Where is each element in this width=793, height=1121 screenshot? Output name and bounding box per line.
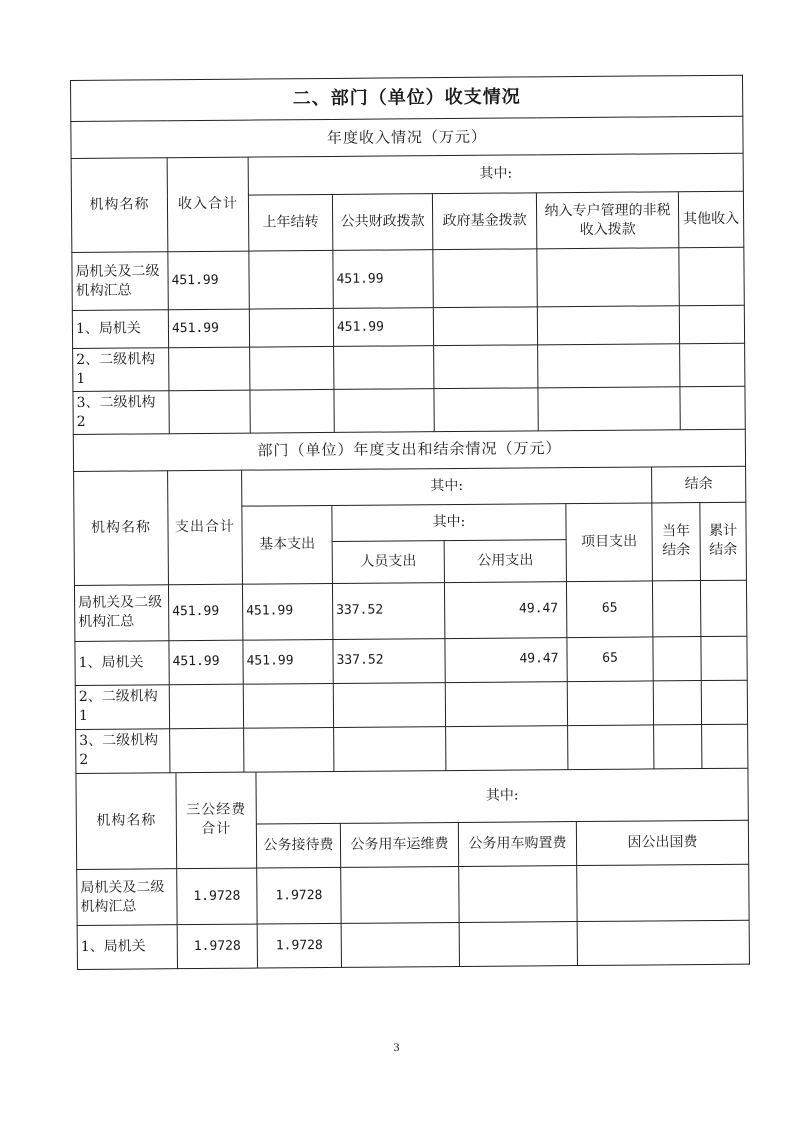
row-name: 1、局机关	[77, 925, 177, 970]
row-basic: 451.99	[242, 583, 332, 640]
cell	[250, 389, 334, 432]
cell	[537, 306, 679, 345]
row-name: 3、二级机构 2	[76, 728, 170, 773]
cell: 451.99	[333, 250, 433, 309]
row-name: 2、二级机构 1	[75, 684, 169, 729]
cell	[334, 346, 434, 390]
cell	[538, 344, 680, 388]
cell	[243, 683, 333, 728]
income-col-public-finance: 公共财政拨款	[332, 194, 432, 251]
expense-col-year-balance: 当年结余	[652, 502, 701, 580]
table-row	[72, 247, 744, 310]
row-name: 1、局机关	[72, 310, 168, 349]
income-col-govt-fund: 政府基金拨款	[432, 193, 536, 250]
table-row	[72, 305, 744, 348]
table-row	[73, 343, 745, 391]
three-public-col-overseas: 因公出国费	[576, 820, 748, 865]
cell	[537, 248, 679, 307]
three-public-col-car-purchase: 公务用车购置费	[458, 822, 576, 867]
expense-col-org: 机构名称	[74, 470, 169, 585]
cell: 451.99	[333, 308, 433, 347]
row-name: 2、二级机构 1	[73, 348, 169, 392]
income-col-total: 收入合计	[167, 157, 249, 252]
cell	[577, 864, 749, 921]
row-public: 49.47	[444, 581, 566, 638]
row-basic: 451.99	[243, 639, 333, 684]
cell	[334, 388, 434, 432]
row-public: 49.47	[445, 637, 567, 682]
cell	[446, 725, 568, 770]
cell: 1.9728	[257, 867, 341, 924]
row-total	[169, 390, 250, 433]
income-col-org: 机构名称	[71, 158, 168, 253]
row-name: 3、二级机构 2	[73, 391, 169, 435]
cell	[459, 866, 577, 923]
expense-col-total: 支出合计	[168, 470, 243, 585]
cell	[445, 681, 567, 726]
expense-col-personnel: 人员支出	[332, 540, 444, 583]
row-personnel: 337.52	[333, 638, 445, 683]
three-public-col-reception: 公务接待费	[256, 823, 340, 868]
row-total: 451.99	[168, 584, 242, 641]
income-subtitle: 年度收入情况（万元）	[71, 116, 743, 158]
row-personnel: 337.52	[332, 582, 444, 639]
expense-col-public: 公用支出	[444, 539, 566, 582]
row-acc-balance	[700, 580, 746, 636]
three-public-col-total: 三公经费合计	[176, 772, 257, 869]
row-acc-balance	[701, 636, 747, 680]
row-total	[169, 347, 250, 390]
expense-col-basic: 基本支出	[242, 505, 333, 584]
cell	[679, 247, 745, 306]
cell	[333, 682, 445, 727]
cell: 1.9728	[257, 923, 341, 968]
cell	[244, 727, 334, 772]
cell	[568, 724, 654, 769]
table-row	[75, 636, 747, 685]
cell	[250, 346, 334, 389]
expense-col-acc-balance: 累计结余	[700, 502, 747, 580]
cell	[434, 388, 538, 432]
three-public-col-among: 其中:	[256, 768, 748, 824]
cell	[249, 250, 333, 309]
row-total: 1.9728	[177, 924, 257, 969]
row-total: 451.99	[169, 640, 243, 685]
cell	[653, 680, 701, 724]
cell	[334, 726, 446, 771]
cell	[169, 684, 243, 729]
cell	[680, 343, 745, 386]
income-col-among: 其中:	[248, 153, 743, 195]
three-public-col-org: 机构名称	[76, 773, 177, 870]
cell	[459, 922, 577, 967]
row-name: 1、局机关	[75, 640, 169, 685]
row-project: 65	[566, 581, 652, 638]
cell	[538, 387, 680, 431]
cell	[433, 249, 537, 308]
table-row	[73, 386, 745, 434]
expense-col-balance: 结余	[652, 466, 746, 503]
expense-table	[73, 429, 749, 773]
row-year-balance	[652, 580, 700, 636]
three-public-table	[75, 768, 750, 970]
row-name: 局机关及二级机构汇总	[72, 252, 168, 311]
cell	[654, 724, 702, 768]
cell	[170, 728, 244, 773]
page-number: 3	[393, 1040, 400, 1054]
cell	[341, 867, 459, 924]
cell	[249, 308, 333, 347]
cell	[679, 305, 744, 344]
cell	[701, 680, 747, 724]
expense-col-project: 项目支出	[566, 503, 653, 582]
row-project: 65	[567, 637, 653, 682]
expense-subtitle: 部门（单位）年度支出和结余情况（万元）	[73, 429, 745, 471]
table-row	[76, 724, 748, 773]
row-total: 451.99	[168, 251, 249, 310]
cell	[702, 724, 748, 768]
table-row	[74, 580, 746, 641]
table-row	[77, 864, 749, 925]
row-total: 1.9728	[177, 868, 257, 925]
row-year-balance	[653, 636, 701, 680]
row-name: 局机关及二级机构汇总	[77, 869, 177, 926]
expense-col-among2: 其中:	[332, 503, 566, 541]
section-title: 二、部门（单位）收支情况	[71, 75, 743, 121]
cell	[341, 923, 459, 968]
table-row	[75, 680, 747, 729]
cell	[434, 345, 538, 389]
three-public-col-car-maint: 公务用车运维费	[340, 823, 458, 868]
cell	[680, 386, 745, 429]
income-col-carryover: 上年结转	[248, 194, 332, 251]
income-table	[70, 75, 746, 435]
income-col-other: 其他收入	[678, 191, 744, 248]
cell	[567, 681, 653, 726]
budget-table-frame	[70, 75, 749, 970]
table-row	[77, 920, 749, 969]
income-col-nontax: 纳入专户管理的非税收入拨款	[536, 192, 678, 249]
row-name: 局机关及二级机构汇总	[74, 584, 168, 641]
row-total: 451.99	[168, 309, 249, 348]
expense-col-among: 其中:	[242, 467, 652, 506]
cell	[433, 307, 537, 346]
cell	[577, 920, 749, 965]
